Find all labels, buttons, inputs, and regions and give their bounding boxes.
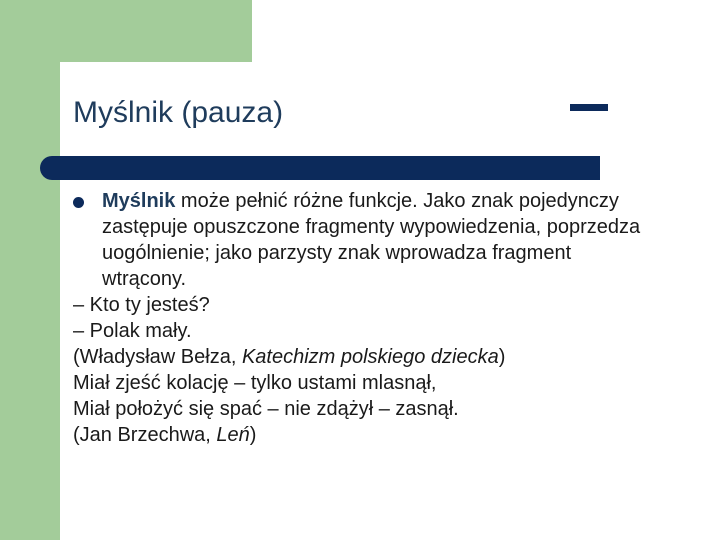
bullet-term: Myślnik [102, 190, 176, 212]
citation-close: ) [249, 424, 257, 446]
citation-author: (Jan Brzechwa, [73, 424, 217, 446]
citation-work: Leń [216, 424, 250, 446]
dialog-line: – Kto ty jesteś? [73, 294, 210, 316]
top-green-band [0, 0, 252, 62]
slide-title: Myślnik (pauza) [73, 96, 284, 129]
left-green-band [0, 0, 60, 540]
bullet-paragraph [73, 188, 643, 292]
citation-work: Katechizm polskiego dziecka [241, 346, 499, 368]
bullet-icon [73, 197, 84, 208]
poem-line: Miał położyć się spać – nie zdążył – zasnął. [73, 398, 459, 420]
poem-line: Miał zjeść kolację – tylko ustami mlasnął, [73, 372, 437, 394]
dialog-line: – Polak mały. [73, 320, 192, 342]
citation-close: ) [498, 346, 506, 368]
title-rule-bar [40, 156, 600, 180]
title-dash-decoration [570, 104, 608, 111]
slide-body [73, 188, 643, 448]
bullet-text: może pełnić różne funkcje. Jako znak pojedynczy zastępuje opuszczone fragmenty wypowiedzenia, poprzedza uogólnienie; jako parzysty znak wprowadza fragment wtrącony. [102, 190, 641, 290]
citation-line [73, 422, 643, 448]
citation-author: (Władysław Bełza, [73, 346, 242, 368]
citation-line [73, 344, 643, 370]
